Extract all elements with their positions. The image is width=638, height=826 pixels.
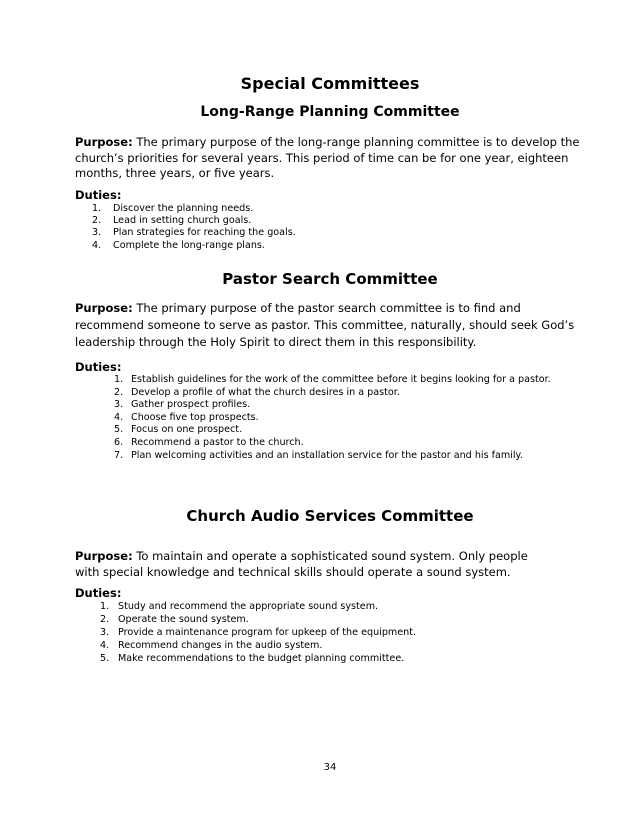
list-item-number: 3.: [100, 627, 110, 638]
list-item: [92, 215, 296, 227]
purpose-text: The primary purpose of the pastor search committee is to find and recommend someone to serve as pastor. This committee, naturally, should seek God’s leadership through the Holy Spirit to direct them in this responsibility.: [75, 301, 575, 349]
duties-label-long-range: Duties:: [75, 188, 122, 202]
list-item-number: 3.: [114, 399, 124, 411]
list-item-text: Focus on one prospect.: [131, 424, 243, 436]
list-item: [114, 437, 551, 450]
duties-list-audio-services: [100, 600, 416, 665]
duties-list-long-range: [92, 203, 296, 252]
list-item-number: 3.: [92, 227, 102, 239]
purpose-label: Purpose:: [75, 135, 133, 149]
list-item-number: 7.: [114, 449, 124, 461]
section-heading-long-range: Long-Range Planning Committee: [200, 104, 460, 120]
section-heading-pastor-search: Pastor Search Committee: [222, 270, 438, 288]
list-item: [100, 600, 416, 613]
list-item-number: 1.: [100, 601, 110, 612]
list-item-number: 2.: [92, 215, 102, 227]
list-item-text: Gather prospect profiles.: [131, 399, 251, 411]
list-item-text: Recommend changes in the audio system.: [118, 640, 323, 651]
list-item-text: Develop a profile of what the church desires in a pastor.: [131, 386, 400, 398]
purpose-paragraph-audio-services: [75, 548, 545, 580]
purpose-paragraph-long-range: [75, 135, 583, 182]
purpose-label: Purpose:: [75, 549, 133, 563]
list-item: [114, 374, 551, 387]
list-item-number: 4.: [100, 640, 110, 651]
duties-label-audio-services: Duties:: [75, 586, 122, 600]
purpose-text: To maintain and operate a sophisticated sound system. Only people with special knowledge and technical skills should operate a sound system.: [75, 549, 528, 579]
list-item-text: Complete the long-range plans.: [113, 239, 265, 251]
page-number: 34: [323, 762, 337, 773]
list-item: [100, 639, 416, 652]
list-item-text: Plan welcoming activities and an installation service for the pastor and his family.: [131, 449, 523, 461]
duties-label-pastor-search: Duties:: [75, 360, 122, 374]
list-item-text: Study and recommend the appropriate sound system.: [118, 601, 379, 612]
list-item: [92, 240, 296, 252]
list-item-text: Operate the sound system.: [118, 614, 249, 625]
list-item-number: 2.: [100, 614, 110, 625]
list-item-number: 4.: [114, 411, 124, 423]
list-item-text: Plan strategies for reaching the goals.: [113, 227, 296, 239]
list-item-number: 5.: [100, 653, 110, 664]
list-item-text: Recommend a pastor to the church.: [131, 436, 304, 448]
purpose-paragraph-pastor-search: [75, 300, 583, 351]
list-item-number: 5.: [114, 424, 124, 436]
list-item: [92, 227, 296, 239]
list-item-number: 6.: [114, 436, 124, 448]
list-item: [114, 387, 551, 400]
list-item-text: Make recommendations to the budget planning committee.: [118, 653, 405, 664]
page-title: Special Committees: [240, 74, 420, 93]
list-item: [100, 652, 416, 665]
list-item: [100, 613, 416, 626]
list-item-text: Choose five top prospects.: [131, 411, 259, 423]
list-item: [114, 424, 551, 437]
list-item-text: Discover the planning needs.: [113, 203, 254, 214]
list-item: [114, 399, 551, 412]
list-item-text: Establish guidelines for the work of the committee before it begins looking for a pastor.: [131, 374, 551, 385]
purpose-text: The primary purpose of the long-range planning committee is to develop the church’s priorities for several years. This period of time can be for one year, eighteen months, three years, or five years.: [75, 135, 580, 180]
list-item-number: 2.: [114, 386, 124, 398]
list-item: [92, 203, 296, 215]
list-item-number: 1.: [92, 203, 102, 214]
list-item: [114, 412, 551, 425]
list-item-text: Lead in setting church goals.: [113, 215, 252, 227]
list-item: [100, 626, 416, 639]
list-item-number: 4.: [92, 239, 102, 251]
list-item: [114, 450, 551, 463]
section-heading-audio-services: Church Audio Services Committee: [186, 507, 474, 525]
duties-list-pastor-search: [114, 374, 551, 462]
purpose-label: Purpose:: [75, 301, 133, 315]
list-item-number: 1.: [114, 374, 124, 385]
list-item-text: Provide a maintenance program for upkeep of the equipment.: [118, 627, 417, 638]
